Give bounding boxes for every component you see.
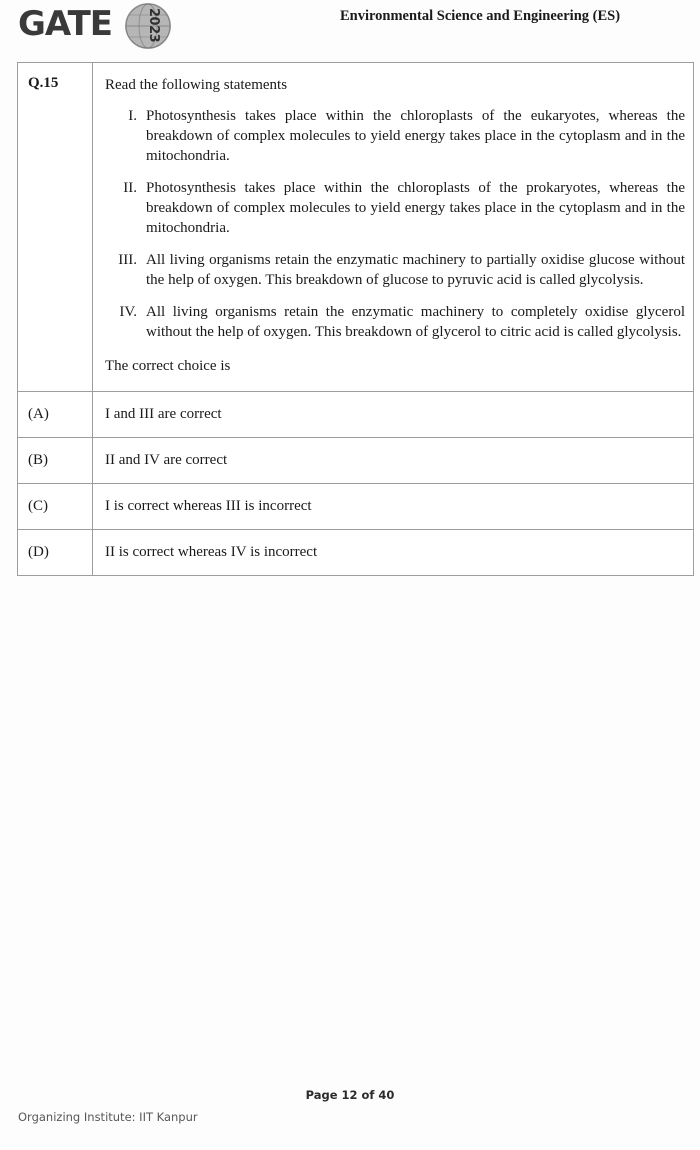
option-text-c: I is correct whereas III is incorrect bbox=[105, 497, 312, 514]
statement-text: All living organisms retain the enzymatic machinery to completely oxidise glycerol without the help of oxygen. This breakdown of glycerol to citric acid is called glycolysis. bbox=[146, 303, 685, 340]
option-text-a: I and III are correct bbox=[105, 405, 222, 422]
option-row-b[interactable] bbox=[18, 437, 693, 483]
option-body-a[interactable] bbox=[93, 391, 694, 437]
option-text-d: II is correct whereas IV is incorrect bbox=[105, 543, 318, 560]
option-label-a: (A) bbox=[18, 391, 93, 437]
statement-number: III. bbox=[118, 251, 137, 268]
statement-list bbox=[102, 107, 685, 342]
page-header bbox=[0, 0, 700, 58]
page-footer bbox=[0, 1080, 700, 1150]
question-number: Q.15 bbox=[18, 63, 93, 391]
option-row-c[interactable] bbox=[18, 483, 693, 529]
question-row bbox=[18, 63, 693, 391]
question-stem: Read the following statements bbox=[105, 77, 288, 93]
statement-text: All living organisms retain the enzymatic machinery to partially oxidise glucose without the help of oxygen. This breakdown of glucose to pyruvic acid is called glycolysis. bbox=[146, 251, 685, 288]
page-title: Environmental Science and Engineering (ES) bbox=[339, 8, 621, 24]
question-body bbox=[93, 63, 694, 391]
question-closing: The correct choice is bbox=[105, 357, 231, 374]
option-label-d: (D) bbox=[18, 529, 93, 575]
option-body-b[interactable] bbox=[93, 437, 694, 483]
gate-logo-text: GATE bbox=[18, 4, 112, 44]
option-label-c: (C) bbox=[18, 483, 93, 529]
option-body-d[interactable] bbox=[93, 529, 694, 575]
statement-item bbox=[102, 251, 685, 291]
option-body-c[interactable] bbox=[93, 483, 694, 529]
statement-item bbox=[102, 107, 685, 167]
organizing-institute: Organizing Institute: IIT Kanpur bbox=[18, 1110, 198, 1124]
option-row-d[interactable] bbox=[18, 529, 693, 575]
question-table bbox=[17, 62, 694, 576]
statement-text: Photosynthesis takes place within the chloroplasts of the eukaryotes, whereas the breakdown of complex molecules to yield energy takes place in the cytoplasm and in the mitochondria. bbox=[146, 108, 685, 165]
option-text-b: II and IV are correct bbox=[105, 451, 228, 468]
statement-number: I. bbox=[128, 108, 137, 125]
statement-number: IV. bbox=[119, 303, 137, 320]
statement-number: II. bbox=[123, 180, 137, 197]
option-label-b: (B) bbox=[18, 437, 93, 483]
gate-logo-year: 2023 bbox=[146, 8, 161, 43]
page-number: Page 12 of 40 bbox=[305, 1088, 395, 1102]
statement-item bbox=[102, 179, 685, 239]
statement-text: Photosynthesis takes place within the chloroplasts of the prokaryotes, whereas the breakdown of complex molecules to yield energy takes place in the cytoplasm and in the mitochondria. bbox=[146, 180, 685, 236]
gate-logo bbox=[18, 2, 178, 50]
statement-item bbox=[102, 303, 685, 343]
option-row-a[interactable] bbox=[18, 391, 693, 437]
